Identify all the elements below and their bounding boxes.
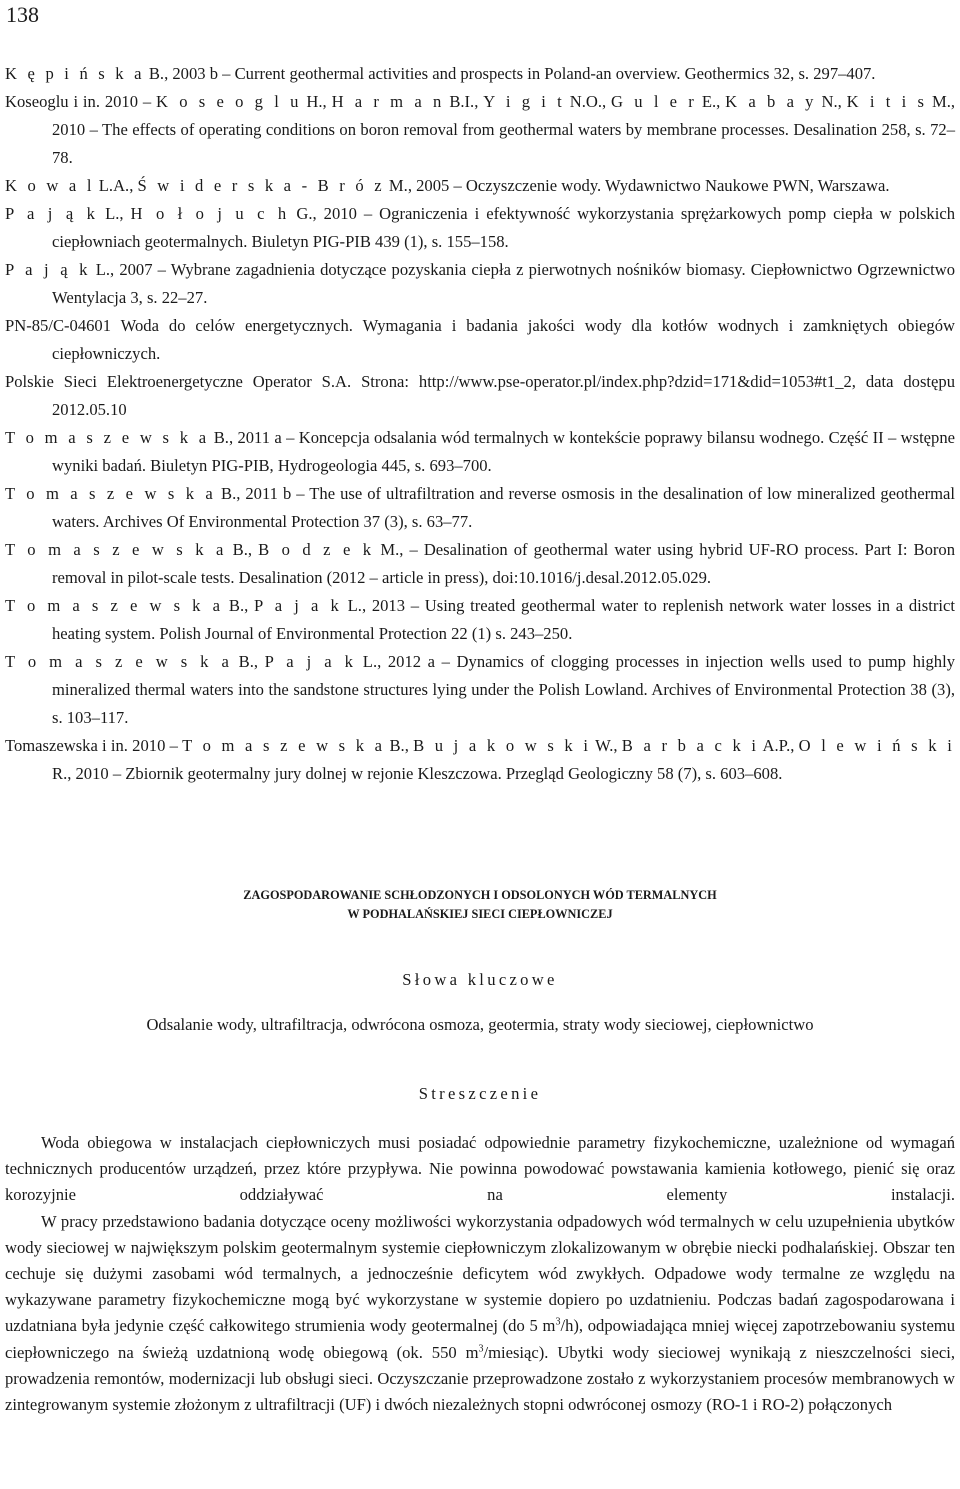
reference-text: H., [301, 92, 332, 111]
author-name: Y i g i t [483, 92, 565, 111]
reference-text: A.P., [759, 736, 799, 755]
author-name: P a j ą k [5, 204, 99, 223]
abstract-body [5, 1130, 955, 1418]
reference-text: Tomaszewska i in. 2010 – [5, 736, 183, 755]
reference-text: L.A., [94, 176, 138, 195]
reference-entry [5, 732, 955, 788]
author-name: B a r b a c k i [621, 736, 760, 755]
abstract-text: W pracy przedstawiono badania dotyczące oceny możliwości wykorzystania odpadowych wód termalnych w celu uzupełnienia ubytków wody sieciowej w największym polskim geotermalnym systemie ciepłowniczym zlokalizowanym w obrębie niecki podhalańskiej. Obszar ten cechuje się dużymi zasobami wód termalnych, a jednocześnie deficytem wód zwykłych. Odpadowe wody termalne ze względu na wykazywane parametry fizykochemiczne mogą być wykorzystane w systemie dopiero po uzdatnieniu. Podczas badań zagospodarowana i uzdatniana była jedynie część całkowitego strumienia wody geotermalnej (do 5 m [5, 1211, 955, 1336]
reference-text: R., 2010 – Zbiornik geotermalny jury dolnej w rejonie Kleszczowa. Przegląd Geologiczny 58 (7), s. 603–608. [52, 764, 783, 783]
reference-text: B., 2011 a – Koncepcja odsalania wód termalnych w kontekście poprawy bilansu wodnego. Część II – wstępne wyniki badań. Biuletyn PIG-PIB, Hydrogeologia 445, s. 693–700. [52, 428, 955, 475]
reference-entry [5, 312, 955, 368]
reference-entry [5, 648, 955, 732]
section-title [0, 886, 960, 924]
reference-text: M., 2005 – Oczyszczenie wody. Wydawnictwo Naukowe PWN, Warszawa. [384, 176, 890, 195]
reference-entry [5, 592, 955, 648]
reference-text: L., 2007 – Wybrane zagadnienia dotyczące pozyskania ciepła z pierwotnych nośników biomasy. Ciepłownictwo Ogrzewnictwo Wentylacja 3, s. 22–27. [52, 260, 955, 307]
reference-text: Polskie Sieci Elektroenergetyczne Operator S.A. Strona: http://www.pse-operator.pl/index.php?dzid=171&did=1053#t1_2, data dostępu 2012.05.10 [5, 372, 955, 419]
reference-text: B., [226, 540, 259, 559]
abstract-text: /h), odpowiadająca mniej więcej zapotrzebowaniu systemu ciepłowniczego na świeżą uzdatnioną wodę obiegową (ok. 550 m [5, 1316, 956, 1362]
reference-entry [5, 424, 955, 480]
author-name: P a j ą k [5, 260, 91, 279]
superscript: 3 [478, 1343, 484, 1355]
reference-text: E., [697, 92, 726, 111]
author-name: T o m a s z e w s k a [5, 540, 227, 559]
author-name: T o m a s z e w s k a [5, 484, 216, 503]
abstract-heading: Streszczenie [418, 1084, 542, 1103]
reference-text: M., – Desalination of geothermal water using hybrid UF-RO process. Part I: Boron removal in pilot-scale tests. Desalination (2012 – article in press), doi:10.1016/j.desal.2012.05.029. [52, 540, 955, 587]
author-name: B o d z e k [258, 540, 375, 559]
abstract-text: /miesiąc). Ubytki wody sieciowej wynikają z nieszczelności sieci, prowadzenia remontów, modernizacji lub obsługi sieci. Oczyszczanie przeprowadzone zostało z wykorzystaniem procesów membranowych w zintegrowanym systemie złożonym z ultrafiltracji (UF) i dwóch niezależnych stopni odwróconej osmozy (RO-1 i RO-2) połączonych [5, 1342, 955, 1415]
author-name: K o s e o g l u [156, 92, 302, 111]
references-list [5, 60, 955, 788]
reference-text: B.I., [444, 92, 484, 111]
reference-entry [5, 256, 955, 312]
author-name: P a j a k [253, 596, 342, 615]
reference-text: G., 2010 – Ograniczenia i efektywność wykorzystania sprężarkowych pomp ciepła w polskich ciepłowniach geotermalnych. Biuletyn PIG-PIB 439 (1), s. 155–158. [52, 204, 955, 251]
author-name: T o m a s z e w s k a [5, 428, 210, 447]
author-name: B u j a k o w s k i [413, 736, 592, 755]
author-name: T o m a s z e w s k a [182, 736, 386, 755]
reference-text: B., 2003 b – Current geothermal activities and prospects in Poland-an overview. Geothermics 32, s. 297–407. [144, 64, 876, 83]
page-number: 138 [6, 2, 39, 27]
reference-text: N., [816, 92, 847, 111]
reference-text: B., [223, 596, 254, 615]
reference-text: B., 2011 b – The use of ultrafiltration and reverse osmosis in the desalination of low mineralized geothermal waters. Archives Of Environmental Protection 37 (3), s. 63–77. [52, 484, 955, 531]
author-name: T o m a s z e w s k a [5, 596, 224, 615]
reference-text: W., [591, 736, 622, 755]
reference-text: N.O., [564, 92, 612, 111]
reference-entry [5, 480, 955, 536]
reference-text: B., [385, 736, 414, 755]
reference-text: Koseoglu i in. 2010 – [5, 92, 157, 111]
keywords-text: Odsalanie wody, ultrafiltracja, odwrócona osmoza, geotermia, straty wody sieciowej, ciepłownictwo [146, 1015, 814, 1034]
reference-entry [5, 172, 955, 200]
reference-entry [5, 200, 955, 256]
abstract-paragraph [5, 1209, 955, 1419]
superscript: 3 [555, 1316, 561, 1328]
reference-entry [5, 368, 955, 424]
reference-entry [5, 536, 955, 592]
author-name: K o w a l [5, 176, 95, 195]
author-name: K i t i s [846, 92, 928, 111]
author-name: G u l e r [611, 92, 698, 111]
section-title-line-1: ZAGOSPODAROWANIE SCHŁODZONYCH I ODSOLONYCH WÓD TERMALNYCH [243, 888, 717, 902]
author-name: P a j a k [264, 652, 357, 671]
author-name: O l e w i ń s k i [798, 736, 955, 755]
reference-text: L., [98, 204, 131, 223]
section-title-line-2: W PODHALAŃSKIEJ SIECI CIEPŁOWNICZEJ [347, 907, 613, 921]
reference-text: L., 2012 a – Dynamics of clogging processes in injection wells used to pump highly mineralized thermal waters into the sandstone structures lying under the Polish Lowland. Archives of Environmental Protection 38 (3), s. 103–117. [52, 652, 955, 727]
keywords-heading: Słowa kluczowe [402, 970, 558, 989]
reference-text: L., 2013 – Using treated geothermal water to replenish network water losses in a district heating system. Polish Journal of Environmental Protection 22 (1) s. 243–250. [52, 596, 955, 643]
reference-entry [5, 88, 955, 172]
reference-text: PN-85/C-04601 Woda do celów energetycznych. Wymagania i badania jakości wody dla kotłów wodnych i zamkniętych obiegów ciepłowniczych. [5, 316, 955, 363]
author-name: T o m a s z e w s k a [5, 652, 233, 671]
author-name: H o ł o j u c h [130, 204, 290, 223]
author-name: K a b a y [725, 92, 817, 111]
reference-text: M., 2010 – The effects of operating conditions on boron removal from geothermal waters by membrane processes. Desalination 258, s. 72–78. [52, 92, 956, 167]
abstract-paragraph: Woda obiegowa w instalacjach ciepłowniczych musi posiadać odpowiednie parametry fizykochemiczne, uzależnione od wymagań technicznych producentów urządzeń, przez które przypływa. Nie powinna powodować powstawania kamienia kotłowego, pienić się oraz korozyjnie oddziaływać na elementy instalacji. [5, 1133, 955, 1205]
author-name: K ę p i ń s k a [5, 64, 145, 83]
author-name: H a r m a n [331, 92, 445, 111]
reference-text: B., [232, 652, 265, 671]
reference-entry [5, 60, 955, 88]
author-name: Ś w i d e r s k a - B r ó z [137, 176, 385, 195]
